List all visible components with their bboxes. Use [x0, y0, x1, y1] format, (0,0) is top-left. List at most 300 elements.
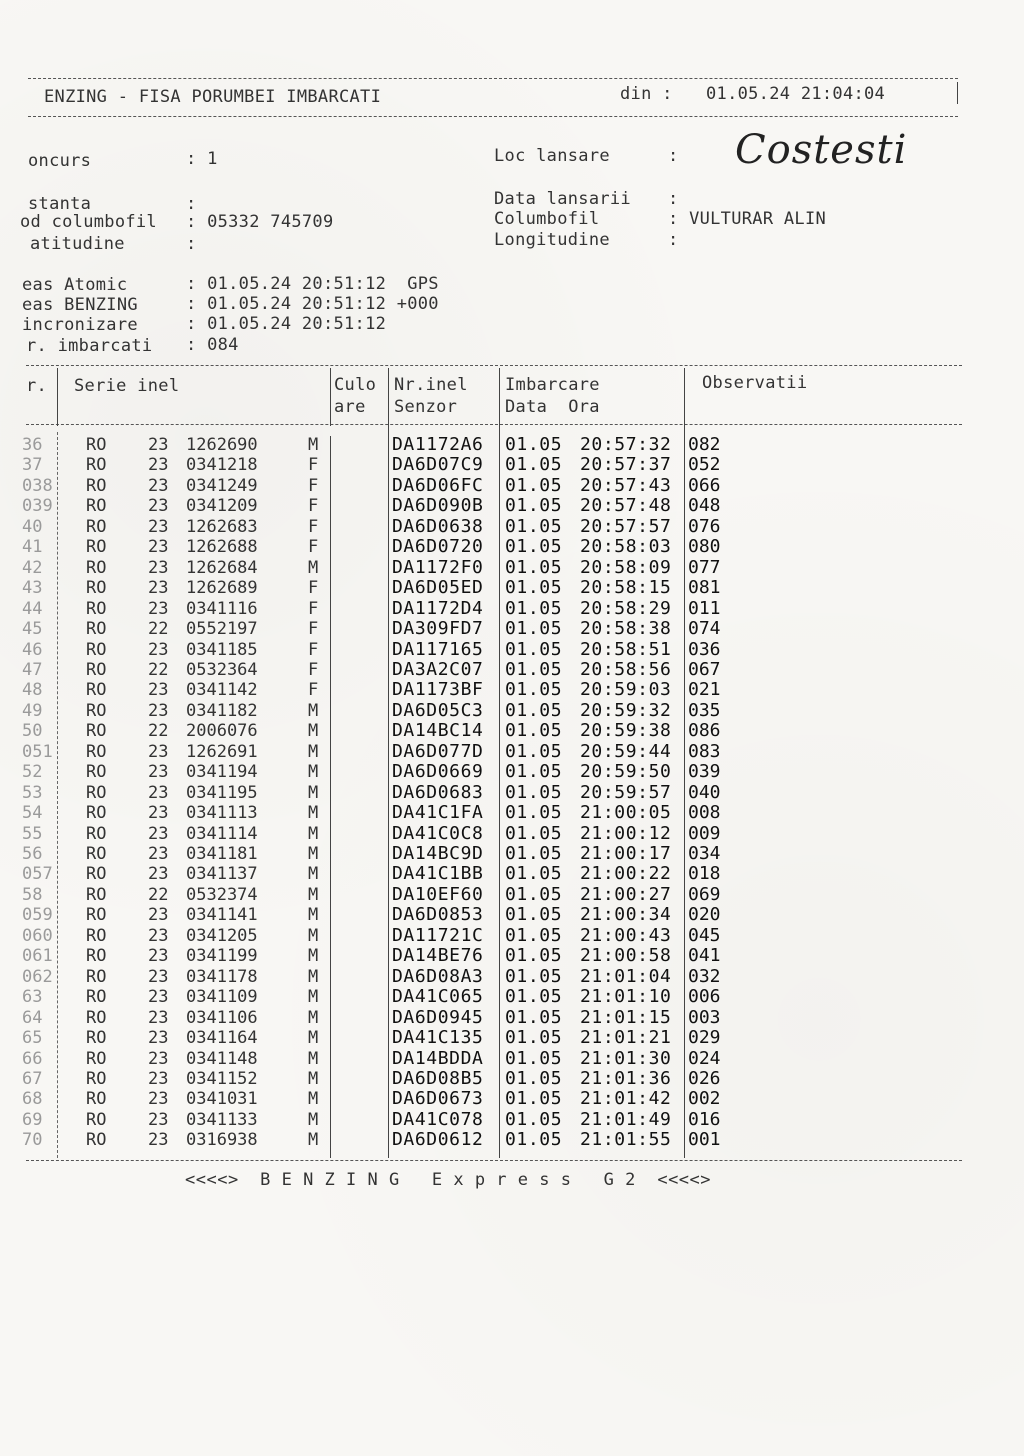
cell-ora: 20:57:37 [580, 454, 672, 476]
cell-inel: 0341182 [186, 700, 258, 721]
cell-tara: RO [86, 659, 107, 680]
cell-sex: F [308, 680, 319, 701]
cell-data: 01.05 [505, 638, 563, 660]
cell-senzor: DA1172A6 [392, 434, 484, 455]
table-row [0, 1089, 1024, 1109]
cell-data: 01.05 [505, 1047, 563, 1069]
cell-senzor: DA6D0683 [392, 781, 484, 803]
cell-tara: RO [86, 987, 107, 1008]
col-header-culoare-1: Culo [334, 375, 377, 395]
cell-observatii: 086 [688, 720, 721, 742]
cell-senzor: DA6D08A3 [392, 965, 484, 987]
cell-inel: 0341137 [186, 864, 258, 885]
cell-ora: 21:00:17 [580, 843, 672, 864]
cell-senzor: DA41C0C8 [392, 822, 484, 844]
cell-ora: 20:58:51 [580, 638, 672, 660]
cell-inel: 0341142 [186, 680, 258, 701]
table-row [0, 578, 1024, 598]
cell-sex: M [308, 1028, 319, 1049]
cell-an: 22 [148, 659, 169, 680]
cell-sex: M [308, 782, 319, 803]
cell-observatii: 001 [688, 1129, 721, 1151]
cell-ora: 21:01:49 [580, 1108, 672, 1130]
cell-nr: 060 [22, 925, 53, 946]
cell-ora: 21:00:22 [580, 863, 672, 885]
cell-an: 23 [148, 1130, 169, 1151]
cell-sex: M [308, 905, 319, 926]
cell-an: 23 [148, 803, 169, 824]
cell-data: 01.05 [505, 761, 563, 783]
cell-sex: M [308, 1048, 319, 1069]
cell-an: 23 [148, 1007, 169, 1028]
cell-tara: RO [86, 1028, 107, 1049]
cell-ora: 20:59:44 [580, 740, 672, 762]
cell-nr: 64 [22, 1007, 43, 1028]
cell-inel: 1262684 [186, 557, 258, 578]
cell-ora: 21:01:15 [580, 1006, 672, 1028]
cell-ora: 20:57:32 [580, 434, 672, 455]
cell-sex: M [308, 987, 319, 1008]
cell-senzor: DA1172F0 [392, 556, 484, 578]
cell-inel: 0341209 [186, 496, 258, 517]
cell-nr: 63 [22, 987, 43, 1008]
table-row [0, 762, 1024, 782]
cell-ora: 20:58:38 [580, 618, 672, 640]
cell-data: 01.05 [505, 1129, 563, 1151]
cell-an: 23 [148, 844, 169, 864]
cell-nr: 52 [22, 762, 43, 783]
clock-benzing-label: eas BENZING [22, 295, 138, 315]
cell-nr: 54 [22, 803, 43, 824]
cell-nr: 69 [22, 1109, 43, 1130]
cell-senzor: DA6D05C3 [392, 699, 484, 721]
cell-data: 01.05 [505, 577, 563, 599]
cell-ora: 20:58:29 [580, 597, 672, 619]
table-row [0, 517, 1024, 537]
table-row [0, 783, 1024, 803]
cell-sex: M [308, 1089, 319, 1110]
cell-an: 22 [148, 721, 169, 742]
cell-observatii: 040 [688, 781, 721, 803]
cell-sex: M [308, 946, 319, 967]
cell-tara: RO [86, 598, 107, 619]
cell-tara: RO [86, 435, 107, 455]
cell-sex: M [308, 1068, 319, 1089]
cell-observatii: 029 [688, 1027, 721, 1049]
cell-sex: F [308, 659, 319, 680]
cell-sex: F [308, 455, 319, 476]
col-header-culoare-2: are [334, 397, 366, 417]
cell-observatii: 080 [688, 536, 721, 558]
cell-ora: 20:57:43 [580, 474, 672, 496]
cell-sex: M [308, 1109, 319, 1130]
cell-tara: RO [86, 516, 107, 537]
table-top-rule [26, 365, 962, 366]
col-header-imbarcare-2: Data Ora [505, 397, 600, 417]
cell-an: 23 [148, 741, 169, 762]
cell-observatii: 041 [688, 945, 721, 967]
cell-tara: RO [86, 475, 107, 496]
cell-tara: RO [86, 619, 107, 640]
cell-sex: M [308, 741, 319, 762]
cell-tara: RO [86, 741, 107, 762]
cell-sex: F [308, 639, 319, 660]
cell-inel: 1262690 [186, 435, 258, 455]
cell-ora: 20:58:09 [580, 556, 672, 578]
info-concurs-value: : 1 [186, 149, 218, 169]
cell-an: 23 [148, 987, 169, 1008]
cell-inel: 0341116 [186, 598, 258, 619]
cell-senzor: DA3A2C07 [392, 658, 484, 680]
table-row [0, 946, 1024, 966]
cell-observatii: 032 [688, 965, 721, 987]
cell-inel: 0341114 [186, 823, 258, 844]
cell-nr: 55 [22, 823, 43, 844]
cell-sex: M [308, 864, 319, 885]
cell-inel: 0341194 [186, 762, 258, 783]
cell-nr: 062 [22, 966, 53, 987]
info-concurs-label: oncurs [28, 151, 92, 171]
cell-senzor: DA6D0638 [392, 515, 484, 537]
cell-observatii: 018 [688, 863, 721, 885]
cell-ora: 20:59:50 [580, 761, 672, 783]
cell-data: 01.05 [505, 1067, 563, 1089]
cell-inel: 0532374 [186, 884, 258, 905]
table-row [0, 905, 1024, 925]
cell-an: 23 [148, 1109, 169, 1130]
table-row [0, 1008, 1024, 1028]
cell-inel: 2006076 [186, 721, 258, 742]
cell-nr: 039 [22, 496, 53, 517]
cell-inel: 0341133 [186, 1109, 258, 1130]
table-row [0, 537, 1024, 557]
table-row [0, 619, 1024, 639]
cell-an: 22 [148, 884, 169, 905]
col-header-nrinel-2: Senzor [394, 397, 458, 417]
table-row [0, 640, 1024, 660]
cell-senzor: DA6D05ED [392, 577, 484, 599]
table-row [0, 824, 1024, 844]
cell-ora: 20:58:03 [580, 536, 672, 558]
cell-data: 01.05 [505, 495, 563, 517]
cell-senzor: DA6D077D [392, 740, 484, 762]
handwritten-location: Costesti [735, 127, 908, 173]
cell-senzor: DA11721C [392, 924, 484, 946]
table-row [0, 864, 1024, 884]
cell-inel: 0341181 [186, 844, 258, 864]
cell-senzor: DA6D0720 [392, 536, 484, 558]
cell-senzor: DA41C065 [392, 986, 484, 1008]
cell-tara: RO [86, 639, 107, 660]
cell-observatii: 008 [688, 802, 721, 824]
cell-inel: 1262689 [186, 578, 258, 599]
info-cod-columbofil-label: od columbofil [20, 212, 157, 232]
nr-imbarcati-value: : 084 [186, 335, 239, 355]
cell-data: 01.05 [505, 699, 563, 721]
cell-ora: 20:58:56 [580, 658, 672, 680]
cell-senzor: DA6D0612 [392, 1129, 484, 1151]
cell-tara: RO [86, 925, 107, 946]
cell-tara: RO [86, 803, 107, 824]
cell-an: 23 [148, 557, 169, 578]
table-row [0, 599, 1024, 619]
table-row [0, 701, 1024, 721]
cell-an: 23 [148, 823, 169, 844]
cell-tara: RO [86, 966, 107, 987]
cell-an: 23 [148, 762, 169, 783]
cell-inel: 0341199 [186, 946, 258, 967]
cell-data: 01.05 [505, 1006, 563, 1028]
table-row [0, 680, 1024, 700]
cell-sex: M [308, 1130, 319, 1151]
cell-sex: M [308, 966, 319, 987]
cell-sex: M [308, 823, 319, 844]
cell-sex: M [308, 884, 319, 905]
cell-ora: 21:01:10 [580, 986, 672, 1008]
cell-data: 01.05 [505, 924, 563, 946]
col-header-nrinel-1: Nr.inel [394, 375, 468, 395]
document-title: ENZING - FISA PORUMBEI IMBARCATI [44, 87, 382, 107]
nr-imbarcati-label: r. imbarcati [26, 336, 153, 356]
cell-sex: M [308, 925, 319, 946]
cell-nr: 48 [22, 680, 43, 701]
cell-nr: 36 [22, 435, 43, 455]
table-row [0, 476, 1024, 496]
table-row [0, 496, 1024, 516]
col-header-imbarcare-1: Imbarcare [505, 375, 600, 395]
col-header-serie: Serie inel [74, 376, 180, 396]
cell-nr: 66 [22, 1048, 43, 1069]
cell-an: 23 [148, 598, 169, 619]
cell-inel: 0341141 [186, 905, 258, 926]
sep-culoare-header [330, 368, 331, 426]
footer-benzing-express: <<<<> B E N Z I N G E x p r e s s G 2 <<<<> [185, 1170, 712, 1190]
cell-tara: RO [86, 578, 107, 599]
cell-inel: 0341195 [186, 782, 258, 803]
cell-inel: 0341249 [186, 475, 258, 496]
cell-observatii: 077 [688, 556, 721, 578]
cell-nr: 45 [22, 619, 43, 640]
cell-observatii: 081 [688, 577, 721, 599]
cell-an: 23 [148, 475, 169, 496]
cell-data: 01.05 [505, 965, 563, 987]
cell-nr: 49 [22, 700, 43, 721]
info-latitudine-label: atitudine [30, 234, 125, 254]
cell-senzor: DA309FD7 [392, 618, 484, 640]
table-row [0, 1049, 1024, 1069]
info-loc-lansare-label: Loc lansare [494, 146, 610, 166]
cell-tara: RO [86, 782, 107, 803]
cell-ora: 21:00:27 [580, 883, 672, 905]
cell-ora: 21:00:43 [580, 924, 672, 946]
info-longitudine-value: : [668, 230, 679, 250]
col-header-observatii: Observatii [702, 373, 808, 393]
info-distanta-label: stanta [28, 194, 92, 214]
cell-sex: M [308, 557, 319, 578]
cell-senzor: DA6D0853 [392, 904, 484, 926]
cell-data: 01.05 [505, 883, 563, 905]
cell-senzor: DA41C1BB [392, 863, 484, 885]
cell-observatii: 002 [688, 1088, 721, 1110]
cell-observatii: 024 [688, 1047, 721, 1069]
cell-ora: 21:01:55 [580, 1129, 672, 1151]
cell-observatii: 069 [688, 883, 721, 905]
cell-sex: F [308, 598, 319, 619]
cell-observatii: 021 [688, 679, 721, 701]
cell-tara: RO [86, 537, 107, 558]
cell-tara: RO [86, 1048, 107, 1069]
cell-observatii: 036 [688, 638, 721, 660]
cell-ora: 21:01:30 [580, 1047, 672, 1069]
cell-sex: M [308, 803, 319, 824]
col-header-nr: r. [26, 376, 48, 396]
cell-data: 01.05 [505, 986, 563, 1008]
info-columbofil-value: : VULTURAR ALIN [668, 209, 827, 229]
cell-data: 01.05 [505, 802, 563, 824]
cell-nr: 061 [22, 946, 53, 967]
cell-tara: RO [86, 762, 107, 783]
cell-nr: 46 [22, 639, 43, 660]
cell-ora: 21:00:58 [580, 945, 672, 967]
table-row [0, 967, 1024, 987]
cell-nr: 53 [22, 782, 43, 803]
cell-an: 23 [148, 905, 169, 926]
cell-senzor: DA117165 [392, 638, 484, 660]
cell-inel: 0341106 [186, 1007, 258, 1028]
cell-tara: RO [86, 844, 107, 864]
cell-nr: 40 [22, 516, 43, 537]
cell-senzor: DA14BE76 [392, 945, 484, 967]
cell-nr: 56 [22, 844, 43, 864]
info-longitudine-label: Longitudine [494, 230, 610, 250]
cell-an: 23 [148, 639, 169, 660]
info-data-lansarii-value: : [668, 189, 679, 209]
cell-observatii: 045 [688, 924, 721, 946]
cell-an: 23 [148, 516, 169, 537]
cell-an: 23 [148, 700, 169, 721]
cell-an: 23 [148, 435, 169, 455]
cell-sex: F [308, 475, 319, 496]
cell-an: 23 [148, 496, 169, 517]
cell-data: 01.05 [505, 863, 563, 885]
cell-an: 23 [148, 455, 169, 476]
clock-atomic-label: eas Atomic [22, 275, 128, 295]
cell-inel: 0341113 [186, 803, 258, 824]
cell-nr: 057 [22, 864, 53, 885]
cell-ora: 20:57:48 [580, 495, 672, 517]
cell-sex: F [308, 537, 319, 558]
cell-senzor: DA1173BF [392, 679, 484, 701]
cell-tara: RO [86, 884, 107, 905]
cell-tara: RO [86, 1130, 107, 1151]
cell-sex: M [308, 762, 319, 783]
clock-benzing-value: : 01.05.24 20:51:12 +000 [186, 294, 439, 314]
cell-observatii: 020 [688, 904, 721, 926]
cell-an: 23 [148, 537, 169, 558]
cell-observatii: 074 [688, 618, 721, 640]
cell-tara: RO [86, 700, 107, 721]
cell-data: 01.05 [505, 822, 563, 844]
cell-tara: RO [86, 823, 107, 844]
cell-senzor: DA14BC14 [392, 720, 484, 742]
table-bottom-rule [26, 1160, 962, 1161]
cell-data: 01.05 [505, 1108, 563, 1130]
cell-inel: 0341031 [186, 1089, 258, 1110]
cell-sex: M [308, 844, 319, 864]
cell-an: 23 [148, 1089, 169, 1110]
cell-nr: 68 [22, 1089, 43, 1110]
cell-senzor: DA41C078 [392, 1108, 484, 1130]
cell-an: 23 [148, 946, 169, 967]
cell-tara: RO [86, 557, 107, 578]
cell-tara: RO [86, 680, 107, 701]
cell-tara: RO [86, 496, 107, 517]
cell-sex: F [308, 516, 319, 537]
cell-inel: 0341205 [186, 925, 258, 946]
info-cod-columbofil-value: : 05332 745709 [186, 212, 334, 232]
cell-data: 01.05 [505, 740, 563, 762]
cell-ora: 21:01:42 [580, 1088, 672, 1110]
cell-an: 23 [148, 578, 169, 599]
cell-observatii: 083 [688, 740, 721, 762]
cell-nr: 47 [22, 659, 43, 680]
cell-observatii: 082 [688, 434, 721, 455]
cell-inel: 0341164 [186, 1028, 258, 1049]
cell-data: 01.05 [505, 454, 563, 476]
table-row [0, 435, 1024, 455]
cell-observatii: 039 [688, 761, 721, 783]
cell-senzor: DA14BDDA [392, 1047, 484, 1069]
cell-sex: F [308, 496, 319, 517]
cell-ora: 21:00:34 [580, 904, 672, 926]
table-row [0, 721, 1024, 741]
table-row [0, 987, 1024, 1007]
info-data-lansarii-label: Data lansarii [494, 189, 631, 209]
cell-nr: 051 [22, 741, 53, 762]
cell-ora: 20:59:57 [580, 781, 672, 803]
table-row [0, 558, 1024, 578]
cell-an: 22 [148, 619, 169, 640]
cell-observatii: 006 [688, 986, 721, 1008]
cell-nr: 059 [22, 905, 53, 926]
cell-inel: 1262683 [186, 516, 258, 537]
cell-observatii: 035 [688, 699, 721, 721]
cell-data: 01.05 [505, 556, 563, 578]
cell-observatii: 048 [688, 495, 721, 517]
cell-data: 01.05 [505, 597, 563, 619]
cell-nr: 038 [22, 475, 53, 496]
cell-sex: F [308, 578, 319, 599]
cell-inel: 0341185 [186, 639, 258, 660]
cell-an: 23 [148, 966, 169, 987]
cell-nr: 44 [22, 598, 43, 619]
cell-data: 01.05 [505, 945, 563, 967]
cell-nr: 58 [22, 884, 43, 905]
header-right-edge [957, 82, 958, 104]
cell-data: 01.05 [505, 720, 563, 742]
cell-senzor: DA10EF60 [392, 883, 484, 905]
cell-data: 01.05 [505, 536, 563, 558]
cell-ora: 20:59:03 [580, 679, 672, 701]
cell-ora: 20:59:38 [580, 720, 672, 742]
cell-observatii: 003 [688, 1006, 721, 1028]
table-row [0, 926, 1024, 946]
cell-observatii: 011 [688, 597, 721, 619]
cell-an: 23 [148, 1048, 169, 1069]
cell-an: 23 [148, 680, 169, 701]
cell-sex: M [308, 721, 319, 742]
cell-senzor: DA6D06FC [392, 474, 484, 496]
